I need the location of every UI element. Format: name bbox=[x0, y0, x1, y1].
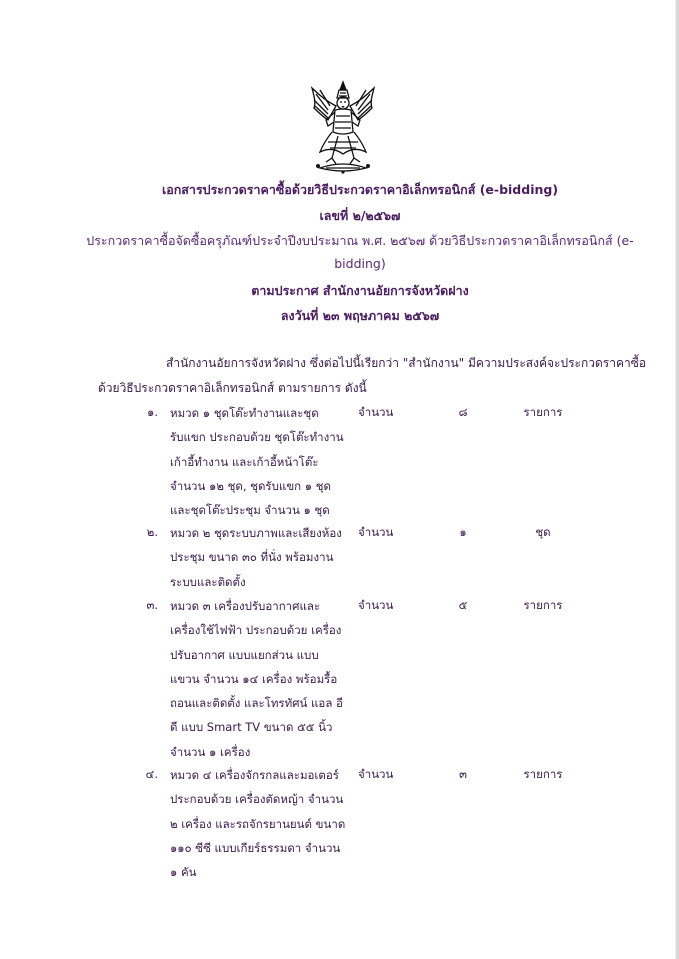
garuda-emblem-icon bbox=[306, 80, 380, 176]
item-desc-line: ดี แบบ Smart TV ขนาด ๕๕ นิ้ว bbox=[170, 720, 333, 735]
item-desc-line: ประชุม ขนาด ๓๐ ที่นั่ง พร้อมงาน bbox=[170, 550, 334, 565]
item-desc-line: ระบบและติดตั้ง bbox=[170, 574, 246, 589]
document-date: ลงวันที่ ๒๓ พฤษภาคม ๒๕๖๗ bbox=[280, 308, 440, 323]
item-desc-line: และชุดโต๊ะประชุม จำนวน ๑ ชุด bbox=[170, 503, 330, 518]
document-reference: ตามประกาศ สำนักงานอัยการจังหวัดฝาง bbox=[251, 283, 469, 298]
item-qty-label: จำนวน bbox=[358, 405, 394, 419]
item-desc-line: เก้าอี้ทำงาน และเก้าอี้หน้าโต๊ะ bbox=[170, 454, 319, 469]
item-number: ๑. bbox=[147, 405, 158, 419]
item-desc-line: ๑ คัน bbox=[170, 865, 197, 880]
item-desc-line: ปรับอากาศ แบบแยกส่วน แบบ bbox=[170, 647, 319, 662]
item-desc-line: หมวด ๒ ชุดระบบภาพและเสียงห้อง bbox=[170, 526, 342, 540]
item-desc-line: ถอนและติดตั้ง และโทรทัศน์ แอล อี bbox=[170, 696, 343, 711]
item-qty-label: จำนวน bbox=[358, 767, 394, 781]
item-desc-line: รับแขก ประกอบด้วย ชุดโต๊ะทำงาน bbox=[170, 430, 344, 445]
item-number: ๓. bbox=[146, 598, 158, 612]
item-unit: รายการ bbox=[523, 405, 563, 419]
item-description bbox=[170, 521, 350, 594]
item-desc-line: แขวน จำนวน ๑๔ เครื่อง พร้อมรื้อ bbox=[170, 671, 338, 686]
intro-line2: ด้วยวิธีประกวดราคาอิเล็กทรอนิกส์ ตามรายการ ดังนี้ bbox=[98, 381, 367, 395]
document-number: เลขที่ ๒/๒๕๖๗ bbox=[319, 208, 401, 223]
item-desc-line: หมวด ๔ เครื่องจักรกลและมอเตอร์ bbox=[170, 768, 339, 782]
item-unit: รายการ bbox=[523, 598, 563, 612]
document-subject-line1: ประกวดราคาซื้อจัดซื้อครุภัณฑ์ประจำปีงบประมาณ พ.ศ. ๒๕๖๗ ด้วยวิธีประกวดราคาอิเล็กทรอนิกส์ (e- bbox=[86, 233, 634, 248]
item-description bbox=[170, 594, 350, 764]
item-desc-line: หมวด ๑ ชุดโต๊ะทำงานและชุด bbox=[170, 406, 319, 420]
intro-line1: สำนักงานอัยการจังหวัดฝาง ซึ่งต่อไปนี้เรียกว่า "สำนักงาน" มีความประสงค์จะประกวดราคาซื้อ bbox=[166, 356, 647, 370]
item-number: ๔. bbox=[145, 767, 158, 781]
item-unit: ชุด bbox=[535, 525, 551, 539]
item-desc-line: หมวด ๓ เครื่องปรับอากาศและ bbox=[170, 599, 321, 613]
item-qty: ๕ bbox=[458, 598, 468, 612]
item-number: ๒. bbox=[146, 525, 158, 539]
item-description bbox=[170, 401, 350, 522]
item-description bbox=[170, 763, 350, 884]
item-desc-line: จำนวน ๑ เครื่อง bbox=[170, 744, 251, 759]
document-title: เอกสารประกวดราคาซื้อด้วยวิธีประกวดราคาอิเล็กทรอนิกส์ (e-bidding) bbox=[161, 182, 559, 197]
item-qty: ๓ bbox=[459, 767, 467, 781]
item-desc-line: เครื่องใช้ไฟฟ้า ประกอบด้วย เครื่อง bbox=[170, 623, 342, 638]
item-desc-line: ๒ เครื่อง และรถจักรยานยนต์ ขนาด bbox=[170, 816, 346, 831]
item-qty: ๑ bbox=[459, 525, 467, 539]
item-unit: รายการ bbox=[523, 767, 563, 781]
item-qty-label: จำนวน bbox=[358, 598, 394, 612]
item-qty-label: จำนวน bbox=[358, 525, 394, 539]
item-desc-line: ๑๑๐ ซีซี แบบเกียร์ธรรมดา จำนวน bbox=[170, 840, 341, 855]
item-desc-line: ประกอบด้วย เครื่องตัดหญ้า จำนวน bbox=[170, 792, 344, 807]
item-qty: ๘ bbox=[458, 405, 468, 419]
document-subject-line2: bidding) bbox=[334, 256, 386, 271]
item-desc-line: จำนวน ๑๒ ชุด, ชุดรับแขก ๑ ชุด bbox=[170, 478, 332, 493]
